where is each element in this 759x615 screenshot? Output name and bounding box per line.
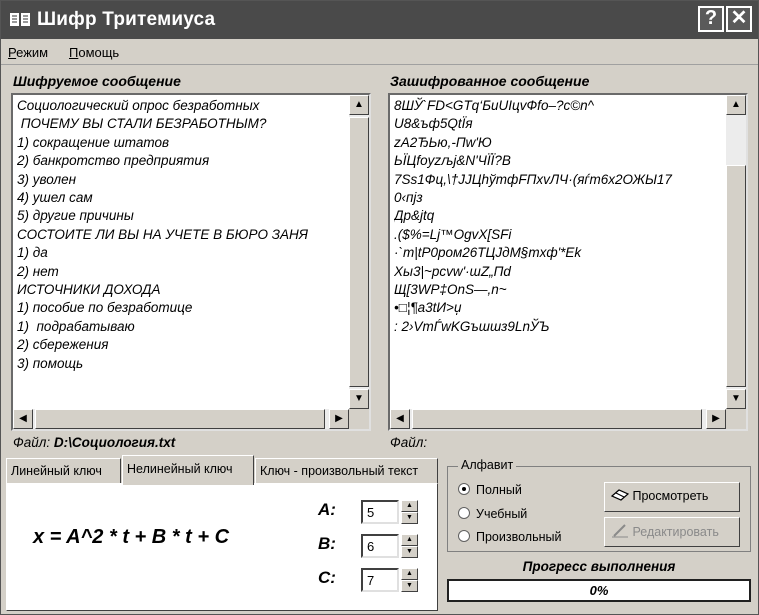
source-line: 5) другие причины	[17, 208, 134, 224]
source-line: 2) банкротство предприятия	[17, 153, 210, 169]
cipher-memo[interactable]	[388, 93, 748, 431]
param-c-input[interactable]: 7	[361, 568, 399, 592]
scroll-down-icon[interactable]: ▼	[726, 389, 746, 409]
radio-dot-icon	[458, 507, 470, 519]
radio-dot-icon	[458, 483, 470, 495]
spin-up-icon[interactable]: ▲	[401, 568, 418, 580]
scroll-thumb[interactable]	[726, 165, 746, 387]
param-b-label: B:	[318, 534, 336, 553]
radio-dot-icon	[458, 530, 470, 542]
source-hscroll[interactable]	[13, 409, 349, 429]
source-line: 1) сокращение штатов	[17, 134, 170, 150]
window-title: Шифр Тритемиуса	[37, 9, 216, 30]
cipher-line: ЬЇЦfoyzљj&N'ЧЇЇ?В	[394, 153, 511, 169]
source-vscroll[interactable]	[349, 95, 369, 409]
cipher-line: U8&ъф5QtЇя	[394, 116, 473, 132]
scroll-down-icon[interactable]: ▼	[349, 389, 369, 409]
progress-title: Прогресс выполнения	[522, 559, 676, 574]
source-text[interactable]	[17, 97, 347, 407]
view-alphabet-label: Просмотреть	[632, 489, 709, 503]
param-b-spinner[interactable]	[361, 534, 418, 558]
cipher-line: 7Ss1Фц,\†JJЦhўmфFПxvЛЧ·(яѓm6x2ОЖЫ17	[394, 171, 672, 187]
radio-full-label: Полный	[476, 483, 522, 497]
scroll-left-icon[interactable]: ◀	[390, 409, 410, 429]
param-a-spinner[interactable]	[361, 500, 418, 524]
cipher-line: ·`m|tP0pом26TЦJдМ§mxф'*Ek	[394, 245, 582, 261]
source-file-label: Файл:	[13, 435, 51, 450]
source-line: Социологический опрос безработных	[17, 98, 260, 113]
scroll-left-icon[interactable]: ◀	[13, 409, 33, 429]
scroll-thumb[interactable]	[412, 409, 702, 429]
cipher-line: •□¦¶a3tИ>џ	[394, 300, 462, 316]
param-c-spinner[interactable]	[361, 568, 418, 592]
spin-down-icon[interactable]: ▼	[401, 512, 418, 524]
source-line: 1) подрабатываю	[17, 318, 135, 334]
cipher-title: Зашифрованное сообщение	[390, 73, 590, 89]
spin-down-icon[interactable]: ▼	[401, 580, 418, 592]
cipher-hscroll[interactable]	[390, 409, 726, 429]
source-line: 3) помощь	[17, 355, 84, 371]
radio-custom[interactable]	[458, 530, 561, 544]
source-line: 3) уволен	[17, 171, 77, 187]
alphabet-legend: Алфавит	[458, 458, 516, 472]
scroll-up-icon[interactable]: ▲	[726, 95, 746, 115]
cipher-file	[390, 435, 427, 450]
radio-educational-label: Учебный	[476, 507, 528, 521]
edit-alphabet-label: Редактировать	[632, 525, 719, 539]
cipher-line: 8ШЎ`FD<GTq‘БиUIцvФfo–?c©n^	[394, 98, 595, 113]
menu-help[interactable]: Помощь	[69, 45, 120, 60]
param-b-input[interactable]: 6	[361, 534, 399, 558]
scroll-right-icon[interactable]: ▶	[706, 409, 726, 429]
close-button[interactable]: ✕	[726, 6, 752, 32]
menu-mode[interactable]: Режим	[8, 45, 49, 60]
source-line: ПОЧЕМУ ВЫ СТАЛИ БЕЗРАБОТНЫМ?	[17, 116, 267, 132]
tab-linear-key[interactable]: Линейный ключ	[6, 458, 121, 484]
source-line: 1) пособие по безработице	[17, 300, 193, 316]
source-title: Шифруемое сообщение	[13, 73, 181, 89]
cipher-text[interactable]	[394, 97, 724, 407]
cipher-line: .($%=Lj™OgvX[SFi	[394, 226, 512, 242]
tab-nonlinear-key[interactable]: Нелинейный ключ	[122, 455, 254, 485]
scroll-thumb[interactable]	[35, 409, 325, 429]
cipher-line: Др&jtq	[394, 208, 435, 224]
source-memo[interactable]	[11, 93, 371, 431]
source-file	[13, 435, 175, 450]
scroll-corner	[349, 409, 369, 429]
source-line: ИСТОЧНИКИ ДОХОДА	[17, 282, 161, 298]
scroll-corner	[726, 409, 746, 429]
param-a-label: A:	[318, 500, 336, 519]
radio-educational[interactable]	[458, 507, 527, 521]
spin-up-icon[interactable]: ▲	[401, 500, 418, 512]
view-alphabet-button[interactable]	[604, 482, 740, 512]
source-line: 1) да	[17, 245, 48, 261]
title-bar[interactable]	[1, 1, 758, 39]
source-line: 2) сбережения	[17, 337, 109, 353]
radio-custom-label: Произвольный	[476, 530, 562, 544]
key-panel	[6, 483, 438, 611]
cipher-line: zA2ЂЬю,-Пw'Ю	[394, 134, 492, 150]
tab-text-key[interactable]: Ключ - произвольный текст	[255, 458, 438, 484]
eraser-icon	[611, 489, 629, 501]
help-button[interactable]: ?	[698, 6, 724, 32]
scroll-thumb[interactable]	[349, 117, 369, 387]
cipher-line: : 2›VmЃwKGъшшз9LnЎЪ	[394, 318, 550, 334]
alphabet-group	[447, 458, 751, 552]
source-line: 2) нет	[17, 263, 59, 279]
edit-alphabet-button[interactable]	[604, 517, 740, 547]
book-icon	[9, 10, 31, 28]
radio-full[interactable]	[458, 483, 522, 497]
cipher-file-label: Файл:	[390, 435, 428, 450]
scroll-right-icon[interactable]: ▶	[329, 409, 349, 429]
source-file-path: D:\Социология.txt	[53, 435, 176, 450]
cipher-line: Щ[3WP‡OnS—,n~	[394, 282, 507, 298]
key-formula: x = A^2 * t + B * t + C	[33, 526, 230, 548]
param-c-label: C:	[318, 568, 336, 587]
param-a-input[interactable]: 5	[361, 500, 399, 524]
pencil-icon	[611, 524, 629, 538]
cipher-vscroll[interactable]	[726, 95, 746, 409]
scroll-up-icon[interactable]: ▲	[349, 95, 369, 115]
source-line: СОСТОИТЕ ЛИ ВЫ НА УЧЕТЕ В БЮРО ЗАНЯ	[17, 226, 308, 242]
spin-up-icon[interactable]: ▲	[401, 534, 418, 546]
cipher-line: 0‹пjз	[394, 190, 423, 206]
progress-bar: 0%	[447, 579, 751, 602]
source-line: 4) ушел сам	[17, 190, 93, 206]
cipher-line: Хы3|~pcvw'·шZ„Пd	[394, 263, 511, 279]
menu-bar	[1, 39, 758, 65]
spin-down-icon[interactable]: ▼	[401, 546, 418, 558]
